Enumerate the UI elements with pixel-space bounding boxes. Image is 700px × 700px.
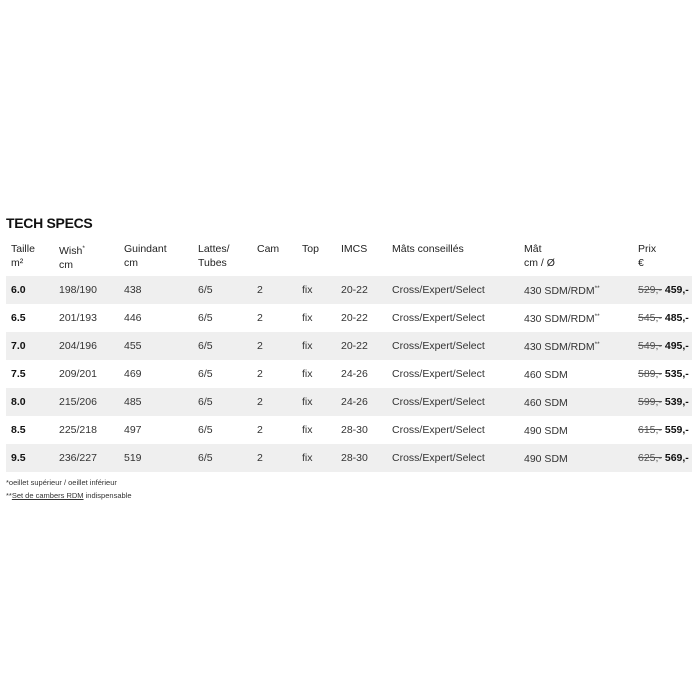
cell-imcs: 20-22 — [336, 332, 387, 360]
cell-mat: 430 SDM/RDM** — [519, 276, 633, 304]
cell-size: 6.5 — [11, 311, 26, 324]
cell-price — [633, 388, 692, 416]
cell-imcs: 28-30 — [336, 444, 387, 472]
cambers-link[interactable]: Set de cambers RDM — [11, 491, 84, 500]
cell-top: fix — [297, 276, 336, 304]
cell-wish: 198/190 — [54, 276, 119, 304]
table-row — [6, 388, 692, 416]
cell-mats: Cross/Expert/Select — [392, 367, 485, 380]
header-wish: Wish* cm — [59, 245, 85, 271]
cell-price — [633, 304, 692, 332]
cell-size: 9.5 — [6, 444, 54, 472]
cell-price — [633, 332, 692, 360]
cell-guindant: 519 — [119, 444, 193, 472]
cell-size: 7.0 — [6, 332, 54, 360]
cell-mats: Cross/Expert/Select — [392, 423, 485, 436]
header-cam: Cam — [257, 243, 280, 255]
cell-guindant: 469 — [124, 367, 142, 380]
cell-cam: 2 — [257, 423, 263, 436]
header-mat: Mât cm / Ø — [524, 243, 555, 269]
cell-lattes: 6/5 — [193, 332, 252, 360]
cell-imcs: 28-30 — [341, 423, 368, 436]
old-price: 589,- — [638, 367, 662, 380]
cell-lattes: 6/5 — [193, 388, 252, 416]
cell-guindant: 485 — [119, 388, 193, 416]
cell-guindant: 455 — [119, 332, 193, 360]
sale-price: 559,- — [664, 423, 689, 436]
cell-price — [633, 444, 692, 472]
table-row — [6, 360, 692, 388]
cell-mat: 430 SDM/RDM** — [524, 313, 600, 325]
cell-guindant: 446 — [124, 311, 142, 324]
cell-wish: 209/201 — [59, 367, 97, 380]
cell-price — [633, 360, 692, 388]
cell-imcs: 24-26 — [336, 388, 387, 416]
cell-mat: 490 SDM — [524, 425, 568, 437]
old-price: 545,- — [638, 311, 662, 324]
cell-top: fix — [297, 444, 336, 472]
cell-mats: Cross/Expert/Select — [387, 444, 519, 472]
cell-lattes: 6/5 — [193, 276, 252, 304]
cell-mats: Cross/Expert/Select — [392, 311, 485, 324]
cell-mat: 460 SDM — [524, 369, 568, 381]
footnote-1: *oeillet supérieur / oeillet inférieur — [6, 478, 117, 487]
specs-table — [6, 242, 692, 472]
old-price: 625,- — [638, 451, 662, 464]
cell-imcs: 20-22 — [341, 311, 368, 324]
cell-lattes: 6/5 — [198, 367, 213, 380]
sale-price: 539,- — [664, 395, 689, 408]
cell-mat: 490 SDM — [519, 444, 633, 472]
footnote-2: **Set de cambers RDM indispensable — [6, 491, 132, 500]
cell-mat: 430 SDM/RDM** — [519, 332, 633, 360]
old-price: 615,- — [638, 423, 662, 436]
header-imcs: IMCS — [341, 243, 368, 255]
cell-guindant: 497 — [124, 423, 142, 436]
cell-top: fix — [297, 332, 336, 360]
cell-cam: 2 — [252, 444, 297, 472]
cell-wish: 225/218 — [59, 423, 97, 436]
cell-lattes: 6/5 — [198, 423, 213, 436]
cell-price — [633, 416, 692, 444]
sale-price: 485,- — [664, 311, 689, 324]
header-guindant: Guindant cm — [124, 243, 167, 269]
header-top: Top — [302, 243, 319, 255]
cell-cam: 2 — [252, 332, 297, 360]
sale-price: 459,- — [664, 283, 689, 296]
cell-cam: 2 — [252, 388, 297, 416]
cell-size: 8.0 — [6, 388, 54, 416]
table-row — [6, 276, 692, 304]
table-row — [6, 416, 692, 444]
sale-price: 535,- — [664, 367, 689, 380]
cell-size: 7.5 — [11, 367, 26, 380]
cell-wish: 204/196 — [54, 332, 119, 360]
table-row — [6, 332, 692, 360]
sale-price: 495,- — [664, 339, 689, 352]
cell-top: fix — [302, 423, 313, 436]
sale-price: 569,- — [664, 451, 689, 464]
cell-wish: 215/206 — [54, 388, 119, 416]
cell-mats: Cross/Expert/Select — [387, 388, 519, 416]
old-price: 529,- — [638, 283, 662, 296]
header-wish-footnote-mark: * — [82, 245, 85, 252]
cell-guindant: 438 — [119, 276, 193, 304]
header-lattes: Lattes/ Tubes — [198, 243, 230, 269]
cell-mat: 460 SDM — [519, 388, 633, 416]
header-prix: Prix € — [638, 243, 657, 269]
cell-wish: 236/227 — [54, 444, 119, 472]
cell-top: fix — [302, 311, 313, 324]
cell-lattes: 6/5 — [193, 444, 252, 472]
cell-imcs: 20-22 — [336, 276, 387, 304]
table-row — [6, 444, 692, 472]
cell-mats: Cross/Expert/Select — [387, 276, 519, 304]
cell-top: fix — [297, 388, 336, 416]
table-header-row — [6, 242, 692, 276]
cell-imcs: 24-26 — [341, 367, 368, 380]
header-taille: Taille m² — [11, 243, 35, 269]
tech-specs-section — [6, 214, 692, 502]
footnotes — [6, 476, 692, 502]
section-title: TECH SPECS — [6, 215, 93, 231]
cell-size: 6.0 — [6, 276, 54, 304]
cell-lattes: 6/5 — [198, 311, 213, 324]
cell-cam: 2 — [252, 276, 297, 304]
table-row — [6, 304, 692, 332]
cell-size: 8.5 — [11, 423, 26, 436]
cell-wish: 201/193 — [59, 311, 97, 324]
cell-cam: 2 — [257, 311, 263, 324]
old-price: 599,- — [638, 395, 662, 408]
cell-cam: 2 — [257, 367, 263, 380]
old-price: 549,- — [638, 339, 662, 352]
header-mats: Mâts conseillés — [392, 243, 464, 255]
cell-price — [633, 276, 692, 304]
cell-top: fix — [302, 367, 313, 380]
cell-mats: Cross/Expert/Select — [387, 332, 519, 360]
